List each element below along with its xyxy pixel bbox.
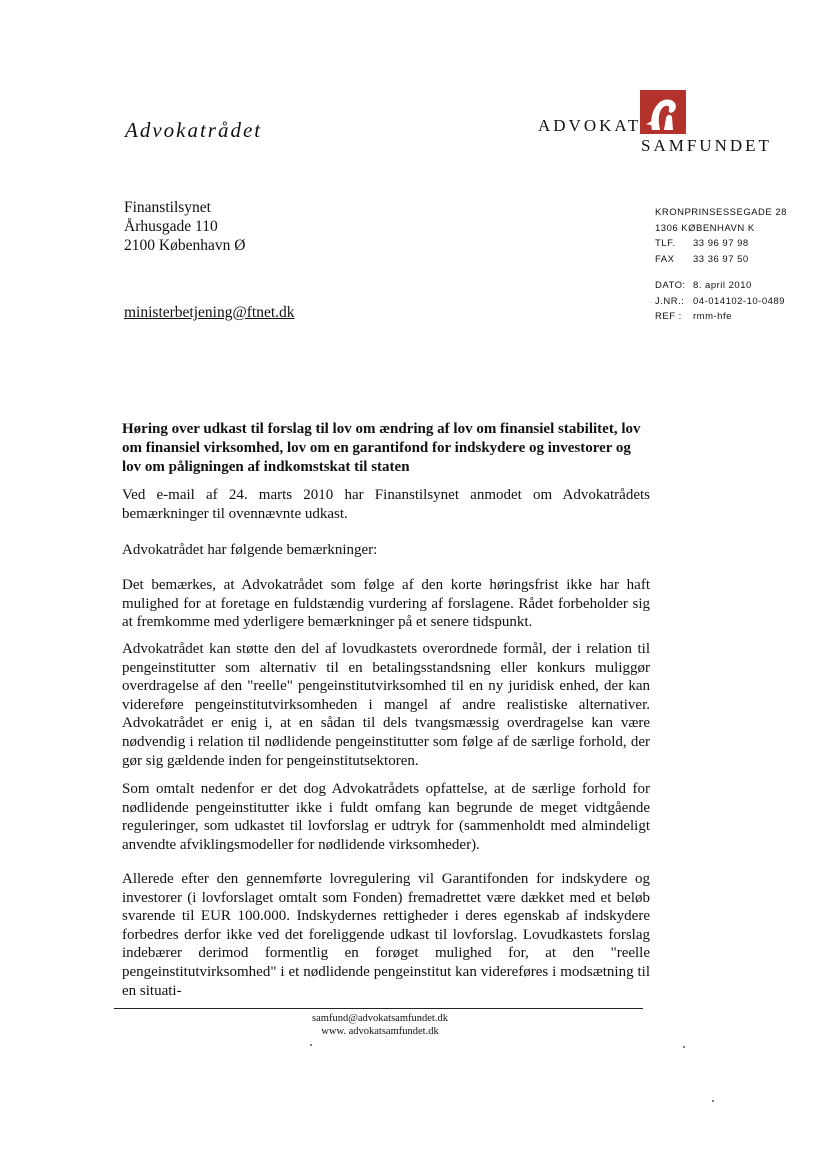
recipient-city: 2100 København Ø <box>124 237 246 254</box>
sender-city: 1306 KØBENHAVN K <box>655 222 755 234</box>
scan-speck <box>310 1044 312 1046</box>
recipient-street: Århusgade 110 <box>124 218 218 235</box>
advokatsamfundet-logo-icon <box>640 90 686 134</box>
meta-date: DATO: 8. april 2010 <box>655 280 752 291</box>
sender-address <box>655 205 787 267</box>
scan-speck <box>712 1100 714 1102</box>
logo-text-advokat: ADVOKAT <box>538 116 642 135</box>
paragraph-guarantee-fund: Allerede efter den gennemførte lovregulering vil Garantifonden for indskydere og investorer (i lovforslaget omtalt som Fonden) fremadrettet være dækket med et beløb svarende til EUR 100.000. Indskydernes rettigheder i deres egenskab af indskydere forbedres derfor ikke ved det foreliggende udkast til lovforslag. Lovudkastets forslag indebærer derimod formentlig en forøget mulighed for, at den "reelle pengeinstitutvirksomhed" i et nødlidende pengeinstitut kan videreføres i modsætning til en situati- <box>122 871 650 999</box>
paragraph-opinion: Som omtalt nedenfor er det dog Advokatrådets opfattelse, at de særlige forhold for nødlidende pengeinstitutter ikke i fuldt omfang kan begrunde de meget vidtgående reguleringer, som udkastet til lovforslag er udtryk for (sammenholdt med almindeligt anvendte afviklingsmodeller for nødlidende virksomheder). <box>122 781 650 853</box>
meta-journal-number: J.NR.: 04-014102-10-0489 <box>655 295 785 307</box>
letter-heading: Høring over udkast til forslag til lov om ændring af lov om finansiel stabilitet, lov om finansiel virksomhed, lov om en garantifond for indskydere og investorer og lov om påligningen af indkomstskat til staten <box>122 421 641 475</box>
sender-street: KRONPRINSESSEGADE 28 <box>655 207 787 218</box>
recipient-address <box>124 198 245 255</box>
paragraph-support: Advokatrådet kan støtte den del af lovudkastets overordnede formål, der i relation til pengeinstitutter som alternativ til en betalingsstandsning eller konkurs muliggør overdragelse af den "reelle" pengeinstitutvirksomhed til en ny juridisk enhed, der kan videreføre pengeinstitutvirksomheden i mangel af andre realistiske alternativer. Advokatrådet er enig i, at en sådan til dels tvangsmæssig overdragelse kan være nødvendig i relation til nødlidende pengeinstitutter som følge af de særlige forhold, der gør sig gældende inden for pengeinstitutsektoren. <box>122 641 650 769</box>
logo-text-samfundet: SAMFUNDET <box>641 136 772 155</box>
paragraph-intro: Ved e-mail af 24. marts 2010 har Finanstilsynet anmodet om Advokatrådets bemærkninger til ovennævnte udkast. <box>122 487 650 522</box>
scan-speck <box>683 1046 685 1048</box>
recipient-name: Finanstilsynet <box>124 199 211 216</box>
footer-email: samfund@advokatsamfundet.dk <box>312 1013 448 1024</box>
advokatraadet-title: Advokatrådet <box>125 118 263 142</box>
meta-reference: REF : rmm-hfe <box>655 311 732 322</box>
recipient-email-link[interactable]: ministerbetjening@ftnet.dk <box>124 304 295 321</box>
paragraph-remarks-intro: Advokatrådet har følgende bemærkninger: <box>122 542 378 558</box>
letter-meta <box>655 278 785 325</box>
sender-fax: FAX 33 36 97 50 <box>655 253 749 265</box>
footer-website: www. advokatsamfundet.dk <box>321 1026 439 1037</box>
sender-phone: TLF. 33 96 97 98 <box>655 238 749 249</box>
footer-divider <box>114 1008 643 1009</box>
paragraph-hearing-deadline: Det bemærkes, at Advokatrådet som følge af den korte høringsfrist ikke har haft mulighed for at foretage en fuldstændig vurdering af forslagene. Rådet forbeholder sig at fremkomme med yderligere bemærkninger på et senere tidspunkt. <box>122 577 650 631</box>
